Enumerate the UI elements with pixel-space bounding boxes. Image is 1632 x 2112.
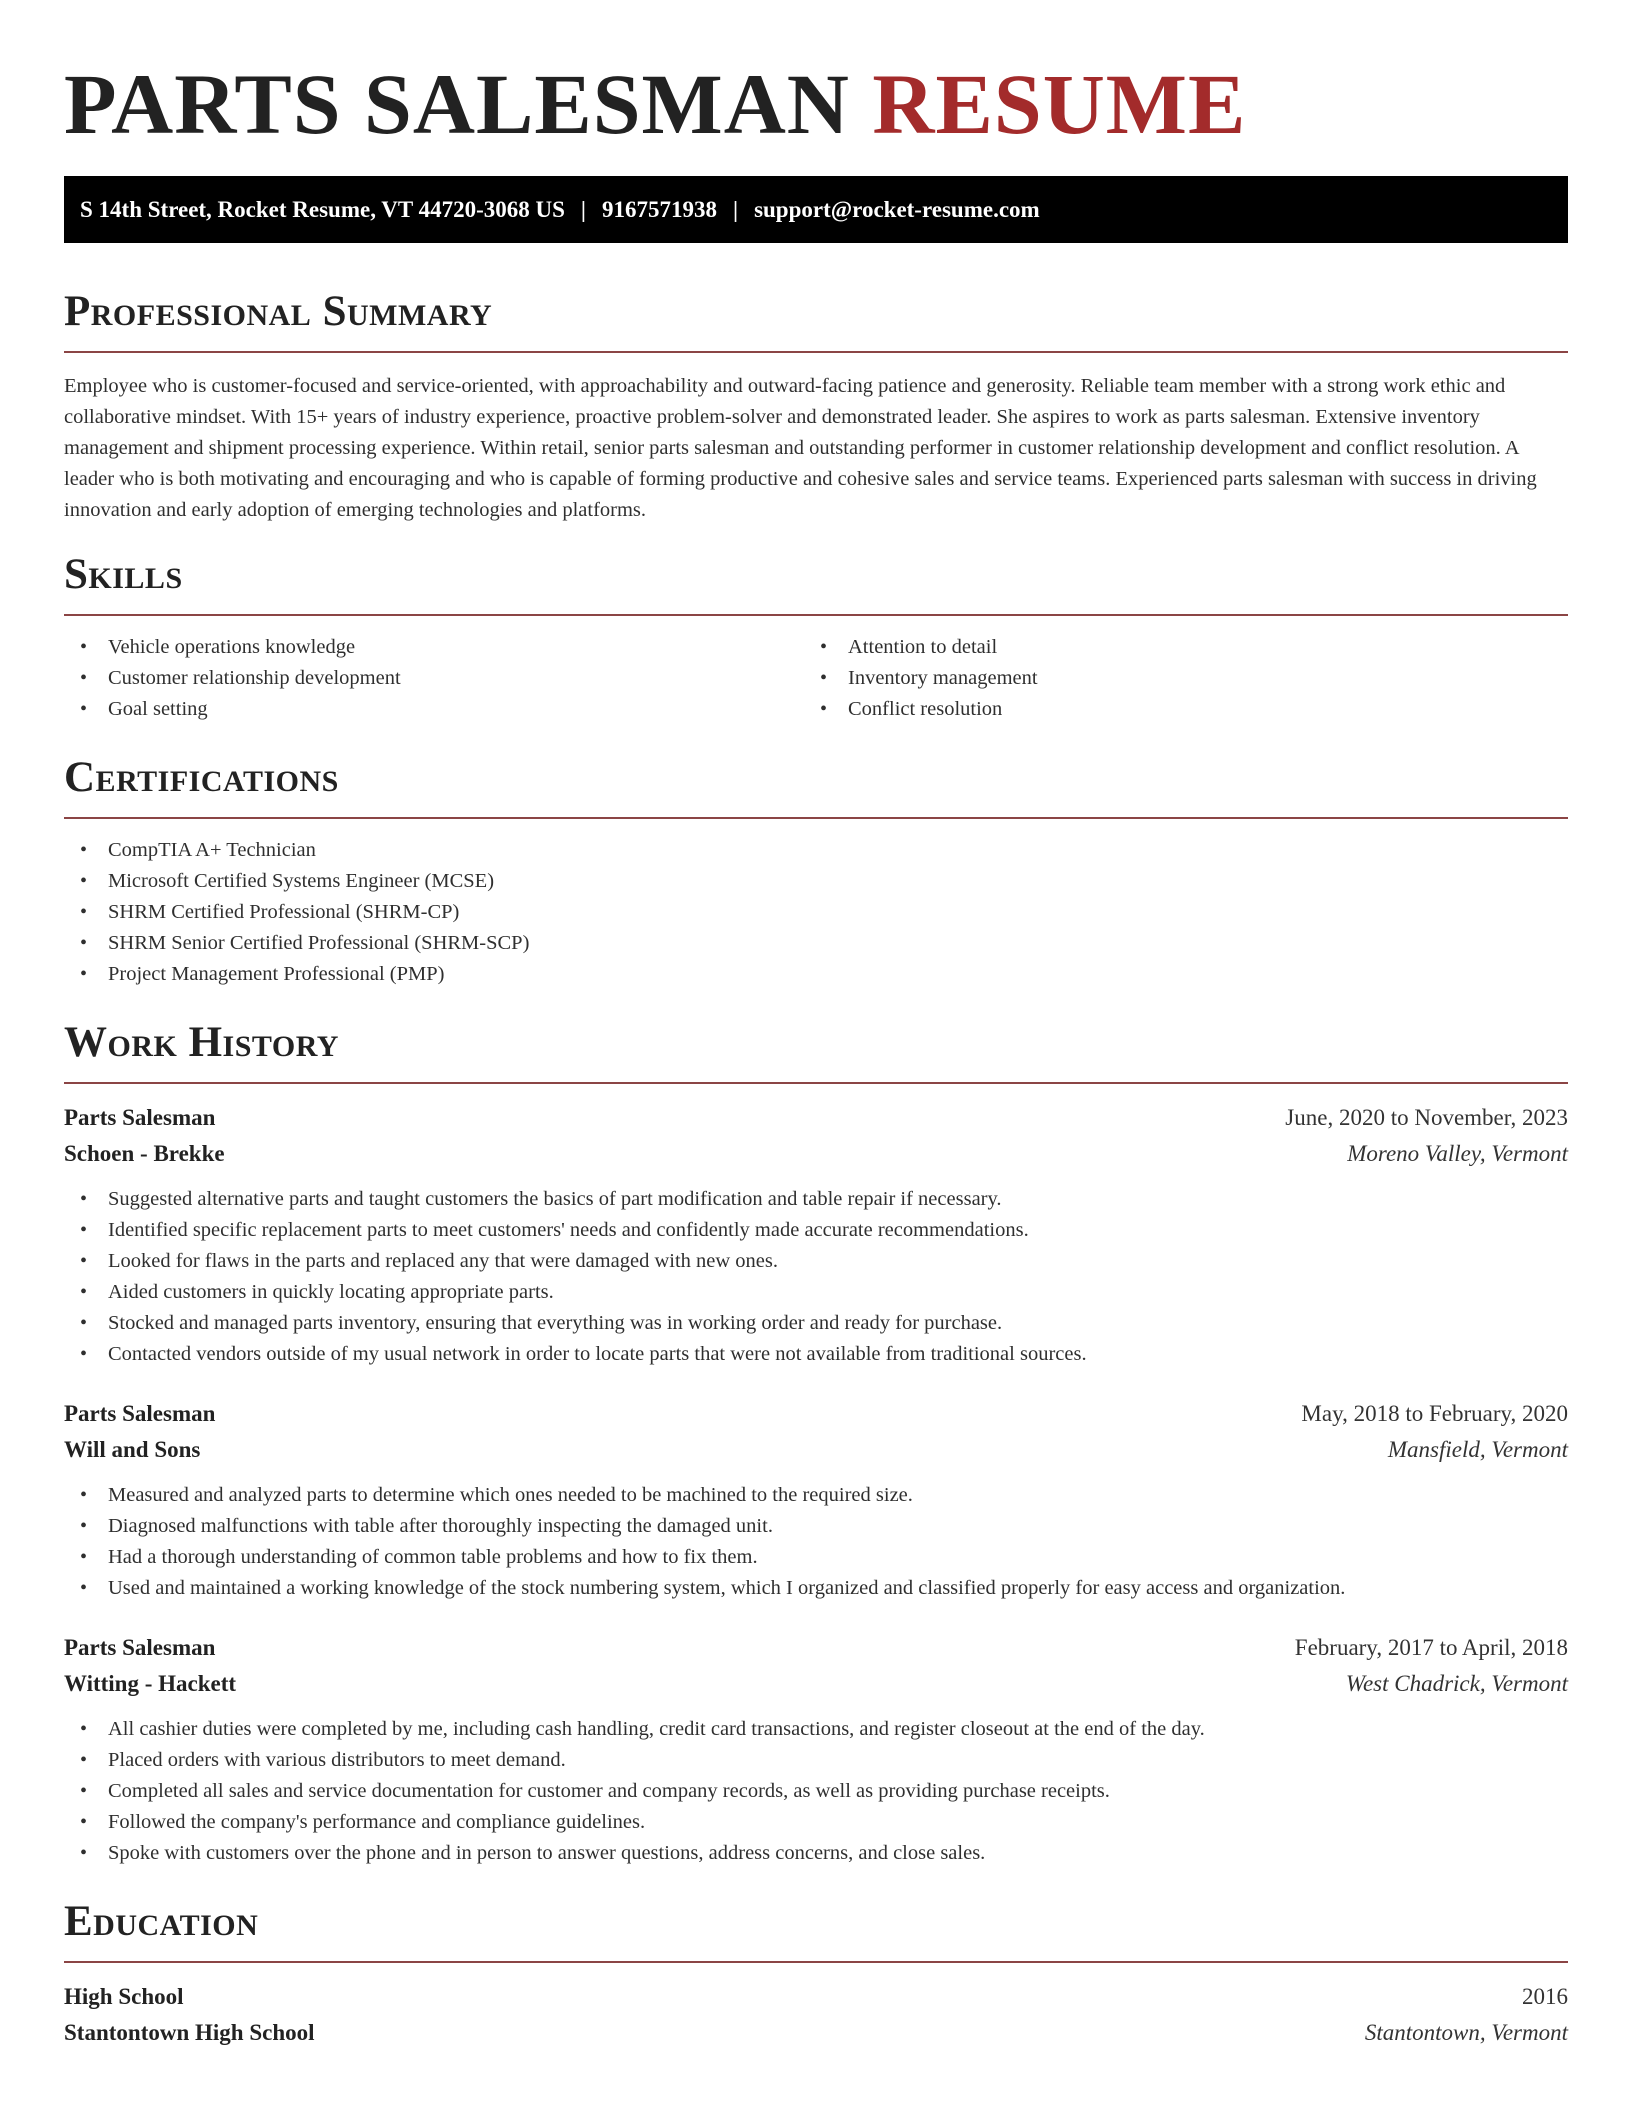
job-dates: February, 2017 to April, 2018 [1294, 1635, 1568, 1660]
job-company: Will and Sons [64, 1437, 201, 1462]
education-location: Stantontown, Vermont [1364, 2020, 1568, 2045]
job-duty: • Measured and analyzed parts to determine which ones needed to be machined to the required size. [64, 1480, 1568, 1511]
job-duty: • Followed the company's performance and compliance guidelines. [64, 1807, 1568, 1838]
contact-email: support@rocket-resume.com [754, 196, 1040, 222]
job-dates: May, 2018 to February, 2020 [1301, 1401, 1568, 1426]
title-accent: RESUME [872, 56, 1247, 152]
certifications-section [64, 753, 1568, 990]
summary-section [64, 287, 1568, 526]
job-duty: • Completed all sales and service documentation for customer and company records, as well as providing purchase receipts. [64, 1776, 1568, 1807]
job-duty: • Looked for flaws in the parts and replaced any that were damaged with new ones. [64, 1246, 1568, 1277]
job-duty: • Spoke with customers over the phone and in person to answer questions, address concerns, and close sales. [64, 1838, 1568, 1869]
job-company: Schoen - Brekke [64, 1141, 225, 1166]
certifications-list [64, 835, 1568, 990]
section-divider [64, 614, 1568, 616]
job-title: Parts Salesman [64, 1635, 216, 1660]
section-heading-certifications: Certifications [64, 754, 339, 801]
section-divider [64, 351, 1568, 353]
job-duties [64, 1480, 1568, 1604]
section-heading-education: Education [64, 1898, 259, 1945]
skills-list-right [804, 632, 1544, 725]
job-duty: • Diagnosed malfunctions with table after thoroughly inspecting the damaged unit. [64, 1511, 1568, 1542]
section-divider [64, 817, 1568, 819]
education-school: Stantontown High School [64, 2020, 315, 2045]
certification-item: • SHRM Senior Certified Professional (SHRM-SCP) [64, 928, 1568, 959]
contact-separator: | [732, 196, 739, 222]
skill-item: • Vehicle operations knowledge [64, 632, 804, 663]
job-entry [64, 1396, 1568, 1604]
skill-item: • Customer relationship development [64, 663, 804, 694]
job-location: West Chadrick, Vermont [1345, 1671, 1568, 1696]
job-duty: • Had a thorough understanding of common table problems and how to fix them. [64, 1542, 1568, 1573]
contact-address: S 14th Street, Rocket Resume, VT 44720-3068 US [80, 196, 565, 222]
skills-section [64, 550, 1568, 725]
section-heading-work-history: Work History [64, 1019, 339, 1066]
section-heading-summary: Professional Summary [64, 288, 493, 335]
job-duty: • Suggested alternative parts and taught customers the basics of part modification and table repair if necessary. [64, 1184, 1568, 1215]
job-company: Witting - Hackett [64, 1671, 237, 1696]
section-divider [64, 1961, 1568, 1963]
education-entry [64, 1979, 1568, 2051]
skill-item: • Goal setting [64, 694, 804, 725]
skill-item: • Attention to detail [804, 632, 1544, 663]
job-location: Moreno Valley, Vermont [1347, 1141, 1568, 1166]
work-history-section [64, 1018, 1568, 1869]
job-title: Parts Salesman [64, 1105, 216, 1130]
job-duty: • All cashier duties were completed by me, including cash handling, credit card transactions, and register closeout at the end of the day. [64, 1714, 1568, 1745]
job-dates: June, 2020 to November, 2023 [1285, 1105, 1568, 1130]
certification-item: • Project Management Professional (PMP) [64, 959, 1568, 990]
certification-item: • CompTIA A+ Technician [64, 835, 1568, 866]
job-duties [64, 1184, 1568, 1370]
skill-item: • Conflict resolution [804, 694, 1544, 725]
job-duty: • Contacted vendors outside of my usual network in order to locate parts that were not available from traditional sources. [64, 1339, 1568, 1370]
job-duty: • Placed orders with various distributors to meet demand. [64, 1745, 1568, 1776]
job-entry [64, 1100, 1568, 1370]
section-heading-skills: Skills [64, 551, 183, 598]
skills-list-left [64, 632, 804, 725]
certification-item: • Microsoft Certified Systems Engineer (MCSE) [64, 866, 1568, 897]
contact-phone: 9167571938 [601, 196, 717, 222]
job-duty: • Aided customers in quickly locating appropriate parts. [64, 1277, 1568, 1308]
job-duty: • Stocked and managed parts inventory, ensuring that everything was in working order and ready for purchase. [64, 1308, 1568, 1339]
job-title: Parts Salesman [64, 1401, 216, 1426]
certification-item: • SHRM Certified Professional (SHRM-CP) [64, 897, 1568, 928]
education-year: 2016 [1522, 1984, 1568, 2009]
summary-text: Employee who is customer-focused and service-oriented, with approachability and outward-facing patience and generosity. Reliable team member with a strong work ethic and collaborative mindset. With 15+ years of industry experience, proactive problem-solver and demonstrated leader. She aspires to work as parts salesman. Extensive inventory management and shipment processing experience. Within retail, senior parts salesman and outstanding performer in customer relationship development and conflict resolution. A leader who is both motivating and encouraging and who is capable of forming productive and cohesive sales and service teams. Experienced parts salesman with success in driving innovation and early adoption of emerging technologies and platforms. [64, 375, 1537, 521]
contact-separator: | [580, 196, 586, 222]
education-section [64, 1897, 1568, 2051]
skills-grid [64, 632, 1568, 725]
job-location: Mansfield, Vermont [1387, 1437, 1568, 1462]
education-degree: High School [64, 1984, 184, 2009]
contact-bar [64, 176, 1568, 243]
job-duty: • Identified specific replacement parts to meet customers' needs and confidently made accurate recommendations. [64, 1215, 1568, 1246]
title-main: PARTS SALESMAN [64, 56, 850, 152]
job-entry [64, 1630, 1568, 1869]
section-divider [64, 1082, 1568, 1084]
job-duty: • Used and maintained a working knowledge of the stock numbering system, which I organized and classified properly for easy access and organization. [64, 1573, 1568, 1604]
job-duties [64, 1714, 1568, 1869]
skill-item: • Inventory management [804, 663, 1544, 694]
resume-title [64, 0, 1568, 176]
